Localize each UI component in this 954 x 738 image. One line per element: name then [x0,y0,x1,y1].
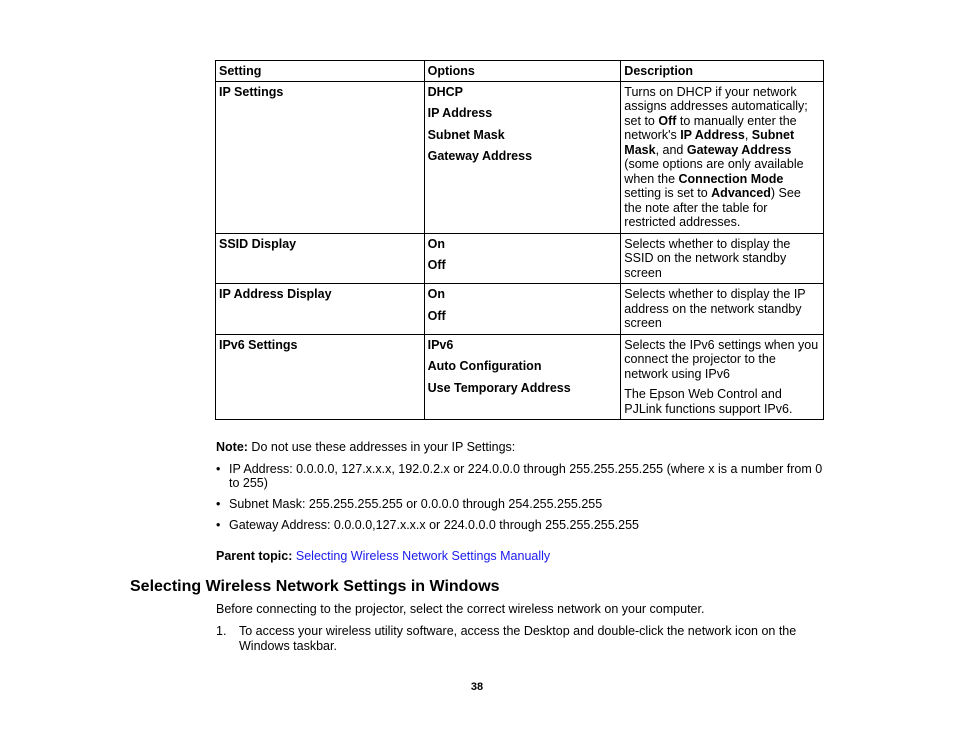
note-label: Note: [216,440,248,454]
section-heading: Selecting Wireless Network Settings in Windows [130,578,500,595]
desc-paragraph: The Epson Web Control and PJLink functions support IPv6. [624,387,793,416]
option: DHCP [427,84,464,99]
description-cell [621,81,824,233]
options-cell [424,233,621,284]
desc-bold: IP Address [680,128,745,142]
description-cell: Selects whether to display the SSID on the network standby screen [621,233,824,284]
list-item [216,518,826,533]
bullet-icon: • [216,461,221,476]
option: Subnet Mask [427,127,505,142]
step-number: 1. [216,624,227,638]
option: On [427,236,445,251]
desc-text: ) See the note after the table for restricted addresses. [624,186,801,229]
desc-bold: Connection Mode [678,171,784,186]
desc-text: , [744,128,752,142]
column-header: Setting [216,61,425,82]
table-header-row [216,61,824,82]
desc-paragraph: Selects the IPv6 settings when you connect the projector to the network using IPv6 [624,337,819,381]
table-row [216,81,824,233]
option: Off [427,308,446,323]
option: On [427,287,445,301]
options-cell [424,334,621,420]
desc-text: (some options are only available when the [624,157,804,186]
list-item-text: Gateway Address: 0.0.0.0,127.x.x.x or 224.0.0.0 through 255.255.255.255 [229,518,640,532]
note-intro [216,440,826,455]
restricted-address-list [216,462,826,533]
table-row [216,284,824,335]
section-intro: Before connecting to the projector, select the correct wireless network on your computer. [216,602,705,616]
page-number: 38 [470,681,484,693]
option: IPv6 [427,337,454,352]
list-item-text: IP Address: 0.0.0.0, 127.x.x.x, 192.0.2.x or 224.0.0.0 through 255.255.255.255 (where x is a number from 0 to 255) [229,461,823,490]
option: IP Address [427,106,493,120]
description-cell [621,334,824,420]
note-block [216,440,826,539]
options-cell [424,81,621,233]
desc-bold: Advanced [711,186,771,200]
desc-text: , and [655,142,687,157]
desc-bold: Off [658,113,677,128]
list-item-text: Subnet Mask: 255.255.255.255 or 0.0.0.0 through 254.255.255.255 [229,497,603,511]
note-text: Do not use these addresses in your IP Settings: [247,440,516,454]
option: Use Temporary Address [427,380,571,395]
desc-text: Turns on DHCP if your network assigns addresses automatically; set to [624,84,808,128]
option: Gateway Address [427,149,533,163]
list-item [216,497,826,512]
parent-topic-link[interactable]: Selecting Wireless Network Settings Manually [295,549,551,563]
parent-topic-label: Parent topic: [216,549,293,563]
table-row [216,334,824,420]
options-cell [424,284,621,335]
desc-text: to manually enter the network's [624,113,797,142]
column-header: Options [424,61,621,82]
setting-name: IPv6 Settings [216,334,425,420]
step-text: To access your wireless utility software, access the Desktop and double-click the network icon on the Windows taskbar. [239,624,797,653]
option: Auto Configuration [427,359,542,373]
desc-text: setting is set to [624,186,712,200]
bullet-icon: • [216,497,221,511]
list-item [216,462,826,491]
step-item [216,624,816,653]
setting-name: IP Address Display [216,284,425,335]
parent-topic [216,549,550,563]
bullet-icon: • [216,518,221,532]
table-row [216,233,824,284]
description-cell: Selects whether to display the IP address on the network standby screen [621,284,824,335]
setting-name: SSID Display [216,233,425,284]
settings-table [215,60,824,420]
column-header: Description [621,61,824,82]
setting-name: IP Settings [216,81,425,233]
option: Off [427,258,446,272]
desc-bold: Gateway Address [686,142,792,157]
desc-bold: Subnet Mask [624,128,795,157]
